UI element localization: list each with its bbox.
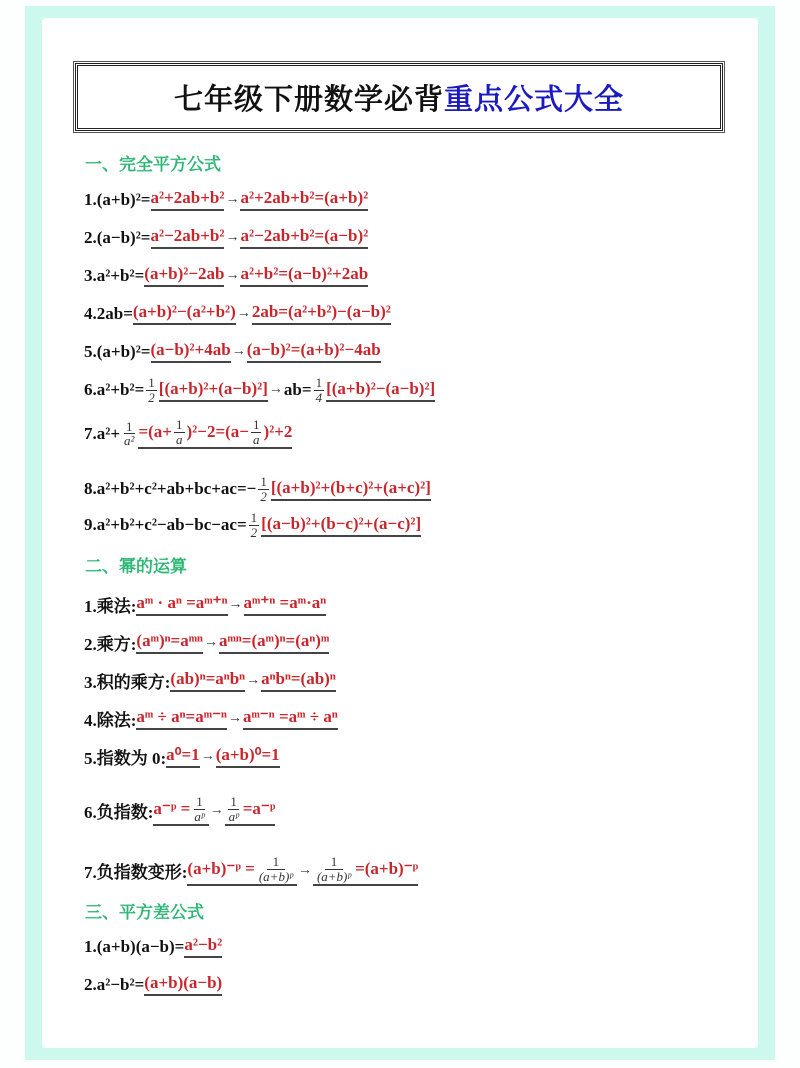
underlined-formula (136, 707, 227, 730)
formula-line (84, 973, 222, 996)
formula-text: )²−2=(a− (186, 422, 249, 442)
formula-text: aᵐⁿ=(aᵐ)ⁿ=(aⁿ)ᵐ (218, 631, 330, 650)
formula-text: )²+2 (263, 422, 293, 442)
arrow-icon: → (200, 748, 215, 764)
formula-label: 2.a²−b²= (84, 974, 145, 994)
formula-line (84, 226, 368, 249)
underlined-formula (144, 264, 224, 287)
fraction-numerator: 1 (230, 794, 237, 809)
formula-line (84, 630, 329, 655)
formula-label: 7.a²+ (84, 423, 121, 443)
formula-text: =(a+ (138, 422, 172, 442)
fraction-numerator: 1 (252, 417, 260, 432)
formula-label: 2.(a−b)²= (84, 227, 151, 247)
formula-text: aᵐ ÷ aⁿ=aᵐ⁻ⁿ (136, 707, 227, 726)
fraction (146, 376, 157, 404)
underlined-formula (240, 264, 368, 287)
formula-text: (a+b)⁰=1 (215, 745, 280, 764)
formula-label: 4.除法: (84, 711, 137, 730)
underlined-formula (166, 745, 200, 768)
fraction-denominator: aᵖ (194, 808, 205, 824)
formula-label: 7.负指数变形: (84, 863, 188, 883)
fraction (122, 420, 136, 448)
underlined-formula (240, 226, 368, 249)
formula-text: a²−2ab+b²=(a−b)² (240, 226, 369, 245)
underlined-formula (252, 302, 391, 325)
arrow-icon: → (246, 672, 261, 688)
fraction (257, 855, 295, 883)
arrow-icon: → (225, 267, 240, 283)
formula-label: 5.指数为 0: (84, 749, 167, 768)
arrow-icon: → (297, 862, 312, 878)
fraction-denominator: (a+b)ᵖ (316, 868, 352, 884)
underlined-formula (243, 707, 338, 730)
underlined-formula (151, 188, 225, 211)
formula-line (84, 511, 421, 539)
fraction-denominator: a (176, 431, 183, 447)
formula-label: 5.(a+b)²= (84, 341, 151, 361)
arrow-icon: → (231, 343, 246, 359)
underlined-formula (151, 226, 225, 249)
formula-label: 4.2ab= (84, 303, 133, 323)
underlined-formula (216, 745, 280, 768)
underlined-formula (138, 418, 292, 449)
underlined-formula (144, 973, 222, 996)
formula-line (84, 706, 338, 731)
underlined-formula (261, 514, 421, 537)
fraction (314, 376, 325, 404)
fraction-numerator: 1 (325, 855, 344, 870)
underlined-formula (184, 935, 222, 958)
fraction-numerator: 1 (250, 510, 258, 525)
formula-text: (a+b)²−2ab (144, 264, 225, 283)
formula-text: [(a+b)²+(a−b)²] (158, 378, 268, 398)
fraction-numerator: 1 (176, 417, 183, 432)
fraction-numerator: 1 (126, 418, 133, 434)
underlined-formula (151, 340, 231, 363)
fraction (315, 855, 353, 883)
formula-line (84, 376, 435, 404)
formula-label: 1.(a+b)²= (84, 189, 151, 209)
formula-text: =a⁻ᵖ (242, 799, 276, 819)
formula-text: aᵐ · aⁿ =aᵐ⁺ⁿ (136, 593, 228, 612)
formula-text: aᵐ⁻ⁿ =aᵐ ÷ aⁿ (242, 707, 338, 726)
formula-line (84, 744, 280, 769)
formula-label: 9.a²+b²+c²−ab−bc−ac= (84, 515, 247, 535)
formula-text: [(a+b)²+(b+c)²+(a+c)²] (270, 477, 431, 497)
arrow-icon: → (225, 191, 240, 207)
underlined-formula (247, 340, 381, 363)
section-heading: 二、幂的运算 (85, 557, 187, 577)
formula-line (84, 264, 368, 287)
underlined-formula (136, 593, 227, 616)
underlined-formula (271, 478, 431, 501)
formula-line (84, 475, 431, 503)
formula-label: − (246, 479, 257, 499)
formula-text: a²−2ab+b² (150, 226, 225, 245)
formula-label: 2.乘方: (84, 635, 137, 654)
formula-text: a⁻ᵖ = (153, 799, 191, 819)
formula-line (84, 592, 326, 617)
underlined-formula (326, 379, 435, 402)
fraction-numerator: 1 (267, 855, 286, 870)
fraction-denominator: 2 (148, 389, 155, 405)
underlined-formula (225, 795, 276, 826)
arrow-icon: → (227, 710, 242, 726)
formula-text: [(a+b)²−(a−b)²] (326, 378, 436, 398)
fraction (249, 511, 260, 539)
formula-label: 3.积的乘方: (84, 673, 171, 692)
fraction-denominator: a (252, 431, 260, 447)
fraction-denominator: 2 (250, 524, 258, 540)
formula-text: (a+b)(a−b) (144, 973, 223, 992)
formula-text: a⁰=1 (166, 745, 200, 764)
page-title (75, 63, 723, 131)
arrow-icon: → (203, 634, 218, 650)
formula-text: (a+b)⁻ᵖ = (187, 859, 255, 879)
formula-line (84, 340, 381, 363)
fraction-numerator: 1 (148, 375, 155, 390)
formula-text: (ab)ⁿ=aⁿbⁿ (170, 669, 246, 688)
formula-label: 3.a²+b²= (84, 265, 145, 285)
underlined-formula (136, 631, 203, 654)
fraction (251, 418, 262, 446)
underlined-formula (159, 379, 268, 402)
formula-text: (a−b)²+4ab (150, 340, 231, 359)
formula-label: 6.a²+b²= (84, 380, 145, 400)
fraction (192, 795, 206, 823)
fraction-numerator: 1 (315, 375, 323, 390)
arrow-icon: → (236, 305, 251, 321)
formula-text: a²+b²=(a−b)²+2ab (240, 264, 369, 283)
fraction-numerator: 1 (260, 474, 267, 489)
formula-text: (aᵐ)ⁿ=aᵐⁿ (136, 631, 203, 650)
section-heading: 一、完全平方公式 (85, 155, 221, 175)
underlined-formula (133, 302, 236, 325)
formula-text: a²+2ab+b² (150, 188, 225, 207)
fraction-denominator: aᵖ (228, 808, 239, 824)
formula-text: =(a+b)⁻ᵖ (355, 859, 419, 879)
fraction-denominator: a² (124, 433, 135, 449)
title-main: 七年级下册数学必背 (173, 81, 444, 116)
formula-label: 1.(a+b)(a−b)= (84, 936, 185, 956)
fraction-denominator: 2 (260, 488, 267, 504)
underlined-formula (240, 188, 368, 211)
formula-line (84, 795, 275, 826)
underlined-formula (313, 855, 418, 886)
underlined-formula (219, 631, 329, 654)
formula-text: a²−b² (184, 935, 223, 954)
fraction-denominator: 4 (315, 389, 323, 405)
fraction-denominator: (a+b)ᵖ (258, 868, 293, 884)
arrow-icon: → (225, 229, 240, 245)
formula-label: 6.负指数: (84, 803, 154, 823)
arrow-icon: → (228, 596, 243, 612)
formula-line (84, 855, 418, 886)
formula-text: (a+b)²−(a²+b²) (132, 302, 236, 321)
formula-label: 1.乘法: (84, 597, 137, 616)
fraction-numerator: 1 (196, 794, 203, 809)
arrow-icon: → (209, 802, 224, 818)
formula-label: ab= (283, 380, 312, 400)
formula-line (84, 668, 336, 693)
arrow-icon: → (268, 382, 283, 398)
formula-text: aⁿbⁿ=(ab)ⁿ (261, 669, 336, 688)
formula-line (84, 935, 222, 958)
underlined-formula (170, 669, 245, 692)
underlined-formula (153, 795, 208, 826)
formula-line (84, 418, 292, 449)
formula-line (84, 188, 368, 211)
fraction (227, 795, 241, 823)
underlined-formula (244, 593, 327, 616)
fraction (174, 418, 185, 446)
fraction (258, 475, 269, 503)
formula-text: a²+2ab+b²=(a+b)² (240, 188, 369, 207)
section-heading: 三、平方差公式 (85, 903, 204, 923)
formula-text: 2ab=(a²+b²)−(a−b)² (251, 302, 391, 321)
formula-text: [(a−b)²+(b−c)²+(a−c)²] (261, 513, 422, 533)
title-highlight: 重点公式大全 (444, 81, 625, 116)
formula-label: 8.a²+b²+c²+ab+bc+ac= (84, 479, 247, 499)
underlined-formula (187, 855, 297, 886)
underlined-formula (261, 669, 336, 692)
formula-text: aᵐ⁺ⁿ =aᵐ·aⁿ (243, 593, 327, 612)
formula-text: (a−b)²=(a+b)²−4ab (246, 340, 381, 359)
formula-line (84, 302, 391, 325)
